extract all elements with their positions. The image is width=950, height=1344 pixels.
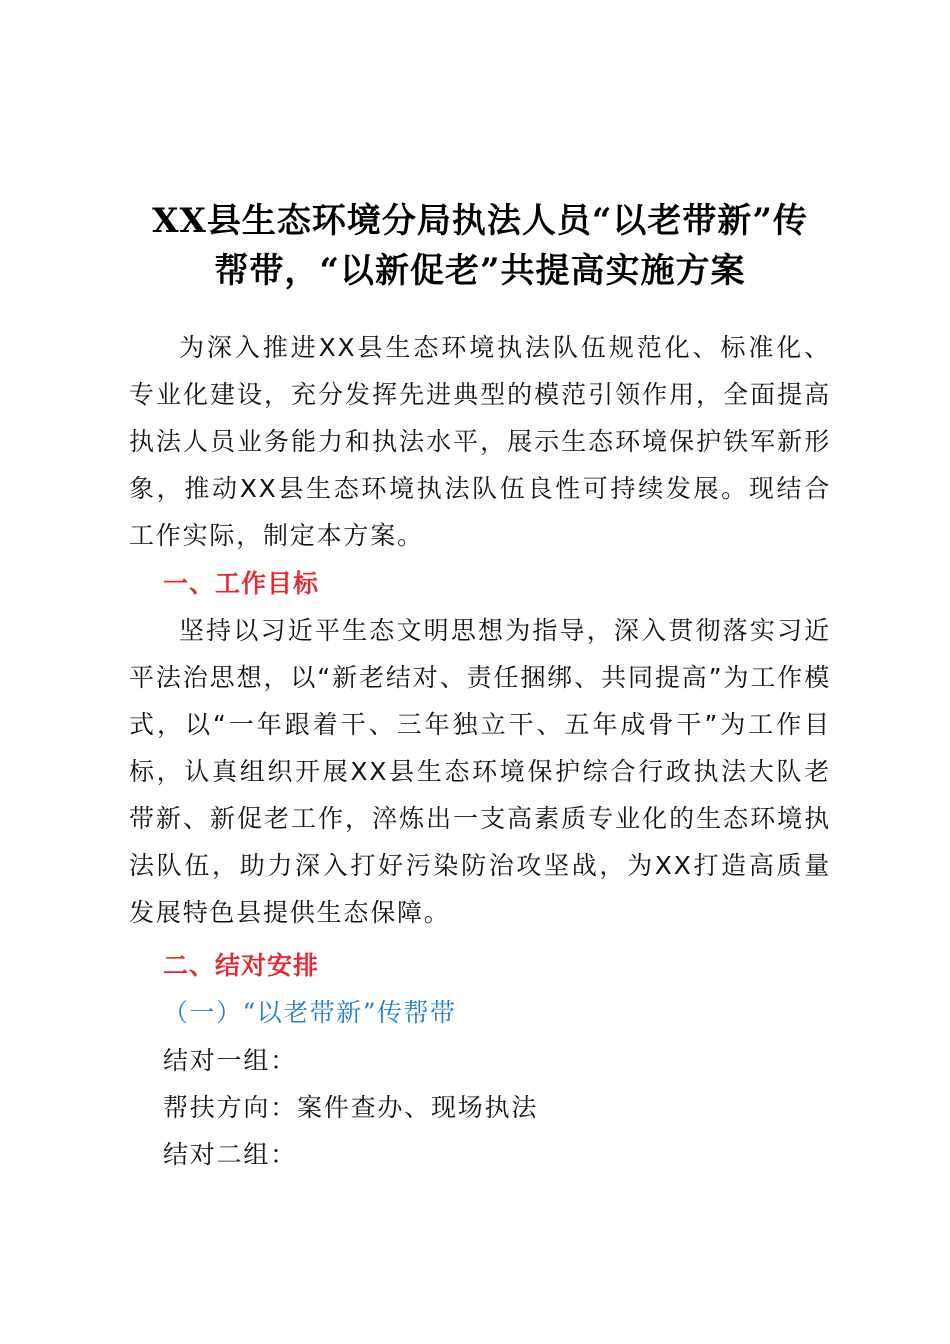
section-heading-goals: 一、工作目标 — [163, 569, 320, 598]
title-line-1: XX县生态环境分局执法人员“以老带新”传 — [152, 201, 808, 241]
goals-text: 坚持以习近平生态文明思想为指导，深入贯彻落实习近平法治思想，以“新老结对、责任捆绑、共同提高”为工作模式，以“一年跟着干、三年独立干、五年成骨干”为工作目标，认真组织开展XX县生态环境保护综合行政执法大队老带新、新促老工作，淬炼出一支高素质专业化的生态环境执法队伍，助力深入打好污染防治攻坚战，为XX打造高质量发展特色县提供生态保障。 — [129, 616, 831, 927]
goals-paragraph — [129, 607, 831, 936]
title-line-2: 帮带，“以新促老”共提高实施方案 — [214, 251, 746, 291]
intro-text: 为深入推进XX县生态环境执法队伍规范化、标准化、专业化建设，充分发挥先进典型的模范引领作用，全面提高执法人员业务能力和执法水平，展示生态环境保护铁军新形象，推动XX县生态环境执法队伍良性可持续发展。现结合工作实际，制定本方案。 — [129, 333, 831, 550]
subsection-heading-mentoring: （一）“以老带新”传帮带 — [163, 998, 457, 1027]
pair-group-1-direction: 帮扶方向：案件查办、现场执法 — [163, 1093, 539, 1122]
pair-group-1-label: 结对一组： — [163, 1046, 298, 1075]
pair-group-2-label: 结对二组： — [163, 1140, 298, 1169]
intro-paragraph — [129, 324, 831, 559]
section-heading-pairing: 二、结对安排 — [163, 951, 320, 980]
document-title — [120, 196, 840, 296]
